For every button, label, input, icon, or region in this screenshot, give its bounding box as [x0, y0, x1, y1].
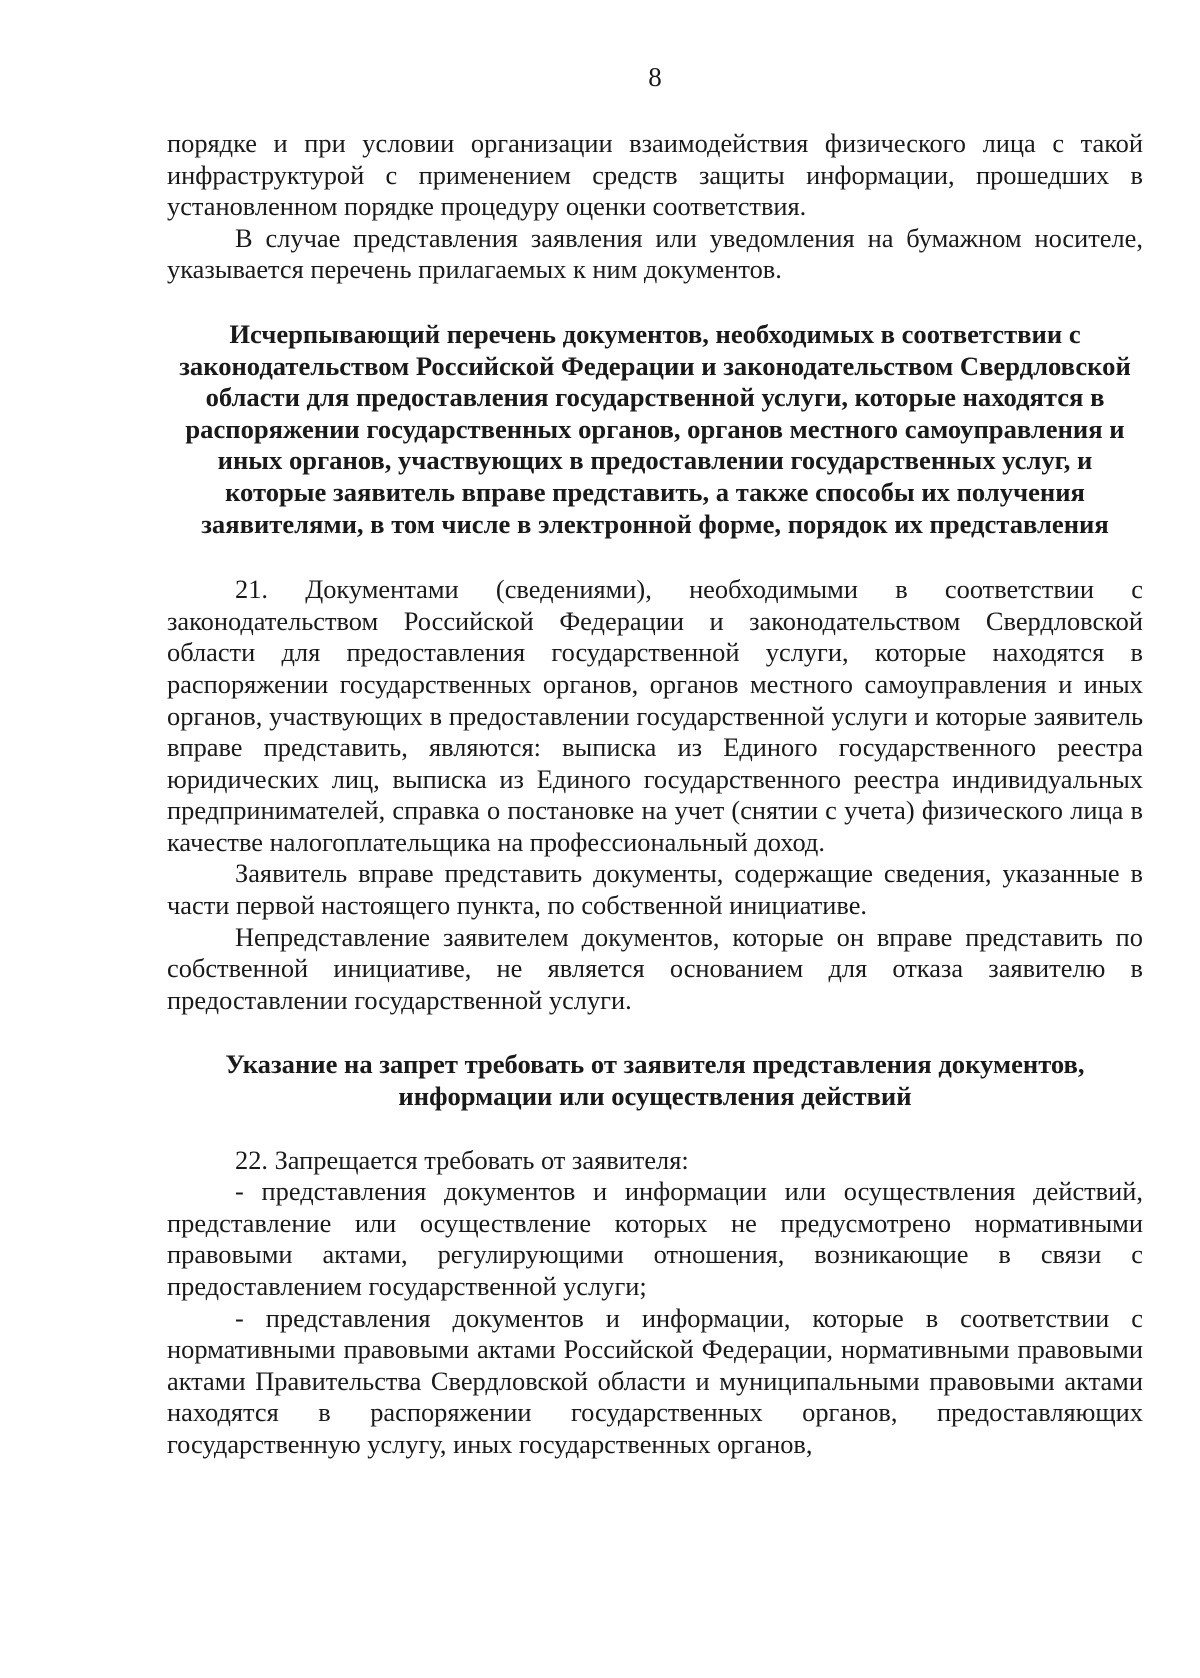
section-heading-prohibition: Указание на запрет требовать от заявителя представления документов, информации или осуществления действий	[225, 1049, 1085, 1112]
paragraph-21: 21. Документами (сведениями), необходимыми в соответствии с законодательством Российской Федерации и законодательством Свердловской области для предоставления государственной услуги, которые находятся в распоряжении государственных органов, органов местного самоуправления и иных органов, участвующих в предоставлении государственной услуги и которые заявитель вправе представить, являются: выписка из Единого государственного реестра юридических лиц, выписка из Единого государственного реестра индивидуальных предпринимателей, справка о постановке на учет (снятии с учета) физического лица в качестве налогоплательщика на профессиональный доход.	[167, 574, 1143, 857]
section-heading-documents-list: Исчерпывающий перечень документов, необходимых в соответствии с законодательством Российской Федерации и законодательством Свердловской области для предоставления государственной услуги, которые находятся в распоряжении государственных органов, органов местного самоуправления и иных органов, участвующих в предоставлении государственных услуг, и которые заявитель вправе представить, а также способы их получения заявителями, в том числе в электронной форме, порядок их представления	[179, 318, 1131, 539]
paragraph-paper-submission: В случае представления заявления или уведомления на бумажном носителе, указывается перечень прилагаемых к ним документов.	[167, 222, 1143, 285]
document-body	[167, 128, 1143, 1461]
page-number: 8	[648, 62, 662, 92]
paragraph-21-non-submission: Непредставление заявителем документов, которые он вправе представить по собственной инициативе, не является основанием для отказа заявителю в предоставлении государственной услуги.	[167, 921, 1143, 1015]
paragraph-21-own-initiative: Заявитель вправе представить документы, содержащие сведения, указанные в части первой настоящего пункта, по собственной инициативе.	[167, 858, 1143, 921]
paragraph-continuation: порядке и при условии организации взаимодействия физического лица с такой инфраструктурой с применением средств защиты информации, прошедших в установленном порядке процедуру оценки соответствия.	[167, 128, 1143, 222]
paragraph-22: 22. Запрещается требовать от заявителя:	[235, 1144, 689, 1175]
list-item-22-2: - представления документов и информации, которые в соответствии с нормативными правовыми актами Российской Федерации, нормативными правовыми актами Правительства Свердловской области и муниципальными правовыми актами находятся в распоряжении государственных органов, предоставляющих государственную услугу, иных государственных органов,	[167, 1302, 1143, 1459]
list-item-22-1: - представления документов и информации или осуществления действий, представление или осуществление которых не предусмотрено нормативными правовыми актами, регулирующими отношения, возникающие в связи с предоставлением государственной услуги;	[167, 1176, 1143, 1301]
